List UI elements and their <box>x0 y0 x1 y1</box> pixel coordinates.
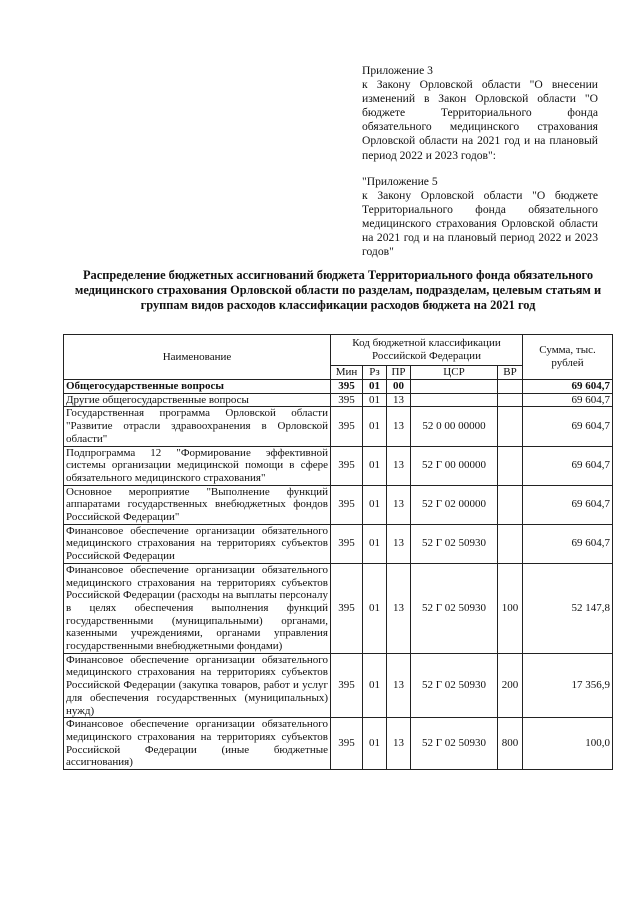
row-csr <box>411 393 498 407</box>
row-min: 395 <box>331 563 363 653</box>
row-csr <box>411 380 498 394</box>
row-name: Финансовое обеспечение организации обязательного медицинского страхования на территориях субъектов Российской Федерации (закупка товаров, работ и услуг для обеспечения государственных (муниципальных) нужд) <box>64 653 331 718</box>
row-rz: 01 <box>363 524 387 563</box>
row-csr: 52 Г 02 00000 <box>411 485 498 524</box>
appendix-3-heading: Приложение 3 <box>362 64 433 77</box>
row-vr <box>498 393 523 407</box>
header-code-group: Код бюджетной классификации Российской Федерации <box>331 335 523 366</box>
row-vr: 200 <box>498 653 523 718</box>
row-sum: 69 604,7 <box>523 380 613 394</box>
row-name: Государственная программа Орловской области "Развитие отрасли здравоохранения в Орловской области" <box>64 407 331 446</box>
row-min: 395 <box>331 446 363 485</box>
row-pr: 00 <box>387 380 411 394</box>
header-rz: Рз <box>363 366 387 380</box>
row-name: Основное мероприятие "Выполнение функций аппаратами государственных внебюджетных фондов Российской Федерации" <box>64 485 331 524</box>
table-row <box>64 485 613 524</box>
row-name: Общегосударственные вопросы <box>64 380 331 394</box>
row-min: 395 <box>331 407 363 446</box>
row-pr: 13 <box>387 407 411 446</box>
row-sum: 69 604,7 <box>523 393 613 407</box>
table-row <box>64 718 613 770</box>
table-row <box>64 563 613 653</box>
row-vr <box>498 407 523 446</box>
row-sum: 69 604,7 <box>523 446 613 485</box>
row-sum: 69 604,7 <box>523 524 613 563</box>
row-rz: 01 <box>363 563 387 653</box>
row-rz: 01 <box>363 407 387 446</box>
row-pr: 13 <box>387 393 411 407</box>
row-pr: 13 <box>387 653 411 718</box>
appendix-3-text: к Закону Орловской области "О внесении изменений в Закон Орловской области "О бюджете Территориального фонда обязательного медицинского страхования Орловской области на 2021 год и на плановый период 2022 и 2023 годов": <box>362 78 598 162</box>
header-csr: ЦСР <box>411 366 498 380</box>
row-csr: 52 0 00 00000 <box>411 407 498 446</box>
header-min: Мин <box>331 366 363 380</box>
row-rz: 01 <box>363 718 387 770</box>
row-sum: 100,0 <box>523 718 613 770</box>
header-pr: ПР <box>387 366 411 380</box>
row-vr <box>498 485 523 524</box>
row-pr: 13 <box>387 718 411 770</box>
row-pr: 13 <box>387 524 411 563</box>
row-rz: 01 <box>363 380 387 394</box>
row-vr <box>498 380 523 394</box>
row-csr: 52 Г 02 50930 <box>411 524 498 563</box>
row-csr: 52 Г 02 50930 <box>411 718 498 770</box>
header-vr: ВР <box>498 366 523 380</box>
row-csr: 52 Г 02 50930 <box>411 653 498 718</box>
row-name: Подпрограмма 12 "Формирование эффективной системы организации медицинской помощи в сфере обязательного медицинского страхования" <box>64 446 331 485</box>
appendix-3-note <box>362 64 598 163</box>
row-vr: 800 <box>498 718 523 770</box>
appendix-5-note <box>362 175 598 260</box>
budget-table <box>63 334 613 770</box>
row-rz: 01 <box>363 393 387 407</box>
appendix-5-heading: "Приложение 5 <box>362 175 438 188</box>
row-min: 395 <box>331 524 363 563</box>
row-pr: 13 <box>387 446 411 485</box>
appendix-5-text: к Закону Орловской области "О бюджете Территориального фонда обязательного медицинского страхования Орловской области на 2021 год и на плановый период 2022 и 2023 годов" <box>362 189 598 259</box>
row-min: 395 <box>331 653 363 718</box>
row-sum: 69 604,7 <box>523 485 613 524</box>
row-name: Финансовое обеспечение организации обязательного медицинского страхования на территориях субъектов Российской Федерации (иные бюджетные ассигнования) <box>64 718 331 770</box>
row-csr: 52 Г 00 00000 <box>411 446 498 485</box>
table-row <box>64 446 613 485</box>
row-min: 395 <box>331 718 363 770</box>
row-vr <box>498 446 523 485</box>
row-rz: 01 <box>363 446 387 485</box>
row-vr: 100 <box>498 563 523 653</box>
row-rz: 01 <box>363 485 387 524</box>
document-title: Распределение бюджетных ассигнований бюджета Территориального фонда обязательного медицинского страхования Орловской области по разделам, подразделам, целевым статьям и группам видов расходов классификации расходов бюджета на 2021 год <box>74 268 602 313</box>
table-row <box>64 524 613 563</box>
row-rz: 01 <box>363 653 387 718</box>
table-row <box>64 407 613 446</box>
row-min: 395 <box>331 393 363 407</box>
table-row <box>64 380 613 394</box>
row-pr: 13 <box>387 563 411 653</box>
row-min: 395 <box>331 380 363 394</box>
row-name: Другие общегосударственные вопросы <box>64 393 331 407</box>
table-row <box>64 653 613 718</box>
row-sum: 52 147,8 <box>523 563 613 653</box>
row-sum: 17 356,9 <box>523 653 613 718</box>
row-sum: 69 604,7 <box>523 407 613 446</box>
row-vr <box>498 524 523 563</box>
header-name: Наименование <box>64 335 331 380</box>
row-pr: 13 <box>387 485 411 524</box>
row-name: Финансовое обеспечение организации обязательного медицинского страхования на территориях субъектов Российской Федерации (расходы на выплаты персоналу в целях обеспечения выполнения функций государственными (муниципальными) органами, казенными учреждениями, органами управления государственными внебюджетными фондами) <box>64 563 331 653</box>
header-sum: Сумма, тыс. рублей <box>523 335 613 380</box>
table-row <box>64 393 613 407</box>
row-min: 395 <box>331 485 363 524</box>
row-csr: 52 Г 02 50930 <box>411 563 498 653</box>
row-name: Финансовое обеспечение организации обязательного медицинского страхования на территориях субъектов Российской Федерации <box>64 524 331 563</box>
